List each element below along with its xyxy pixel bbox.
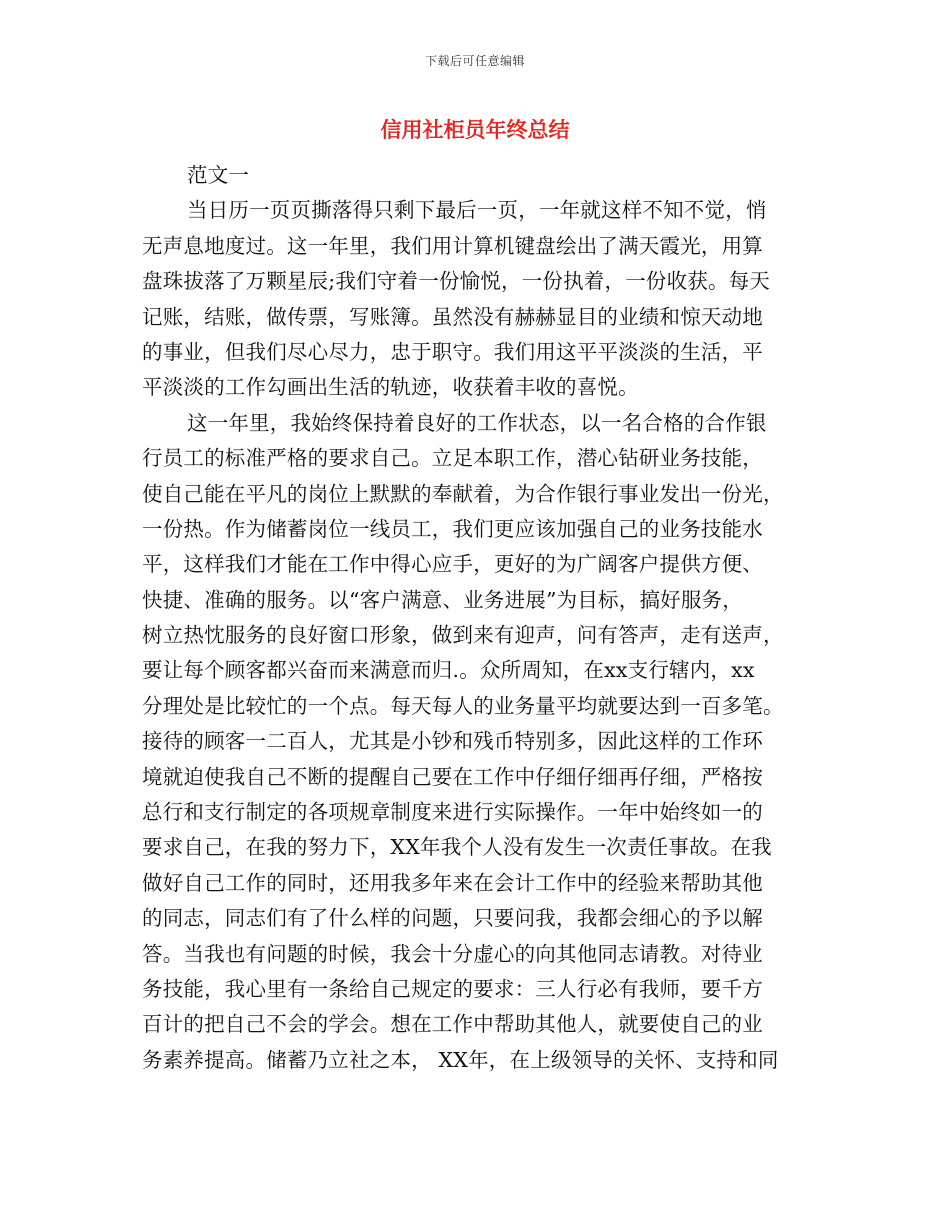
page-header: 下载后可任意编辑 <box>424 54 525 68</box>
text-line: 百计的把自己不会的学会。想在工作中帮助其他人，就要使自己的业 <box>142 1012 763 1037</box>
text-line: 一份热。作为储蓄岗位一线员工，我们更应该加强自己的业务技能水 <box>142 516 763 541</box>
text-line: 的事业，但我们尽心尽力，忠于职守。我们用这平平淡淡的生活，平 <box>142 339 763 364</box>
text-line: 境就迫使我自己不断的提醒自己要在工作中仔细仔细再仔细，严格按 <box>142 764 763 789</box>
text-line: 要让每个顾客都兴奋而来满意而归.。众所周知，在xx支行辖内，xx <box>142 658 755 683</box>
text-line: 答。当我也有问题的时候，我会十分虚心的向其他同志请教。对待业 <box>142 941 763 966</box>
text-line: 行员工的标准严格的要求自己。立足本职工作，潜心钻研业务技能， <box>142 446 763 471</box>
text-line: 做好自己工作的同时，还用我多年来在会计工作中的经验来帮助其他 <box>142 870 763 895</box>
text-line: 记账，结账，做传票，写账簿。虽然没有赫赫显目的业绩和惊天动地 <box>142 304 763 329</box>
text-line: 树立热忱服务的良好窗口形象，做到来有迎声，问有答声，走有送声， <box>142 623 784 648</box>
text-line: 总行和支行制定的各项规章制度来进行实际操作。一年中始终如一的 <box>142 800 763 825</box>
text-line: 要求自己，在我的努力下，XX年我个人没有发生一次责任事故。在我 <box>142 835 772 860</box>
text-line: 这一年里，我始终保持着良好的工作状态，以一名合格的合作银 <box>187 410 767 435</box>
text-line: 务素养提高。储蓄乃立社之本， XX年，在上级领导的关怀、支持和同 <box>142 1047 779 1072</box>
text-line: 的同志，同志们有了什么样的问题，只要问我，我都会细心的予以解 <box>142 906 763 931</box>
text-line: 平淡淡的工作勾画出生活的轨迹，收获着丰收的喜悦。 <box>142 375 639 400</box>
text-line: 平，这样我们才能在工作中得心应手，更好的为广阔客户提供方便、 <box>142 552 763 577</box>
text-line: 接待的顾客一二百人，尤其是小钞和残币特别多，因此这样的工作环 <box>142 729 763 754</box>
text-line: 范文一 <box>187 163 250 187</box>
text-line: 当日历一页页撕落得只剩下最后一页，一年就这样不知不觉，悄 <box>187 198 767 223</box>
text-line: 快捷、准确的服务。以“客户满意、业务进展”为目标，搞好服务， <box>142 587 743 612</box>
text-line: 盘珠拔落了万颗星辰;我们守着一份愉悦，一份执着，一份收获。每天 <box>142 269 771 294</box>
text-line: 无声息地度过。这一年里，我们用计算机键盘绘出了满天霞光，用算 <box>142 233 763 258</box>
text-line: 务技能，我心里有一条给自己规定的要求：三人行必有我师，要千方 <box>142 976 763 1001</box>
text-line: 使自己能在平凡的岗位上默默的奉献着，为合作银行事业发出一份光， <box>142 481 784 506</box>
document-body <box>142 158 810 1078</box>
document-title: 信用社柜员年终总结 <box>380 118 570 142</box>
text-line: 分理处是比较忙的一个点。每天每人的业务量平均就要达到一百多笔。 <box>142 693 784 718</box>
